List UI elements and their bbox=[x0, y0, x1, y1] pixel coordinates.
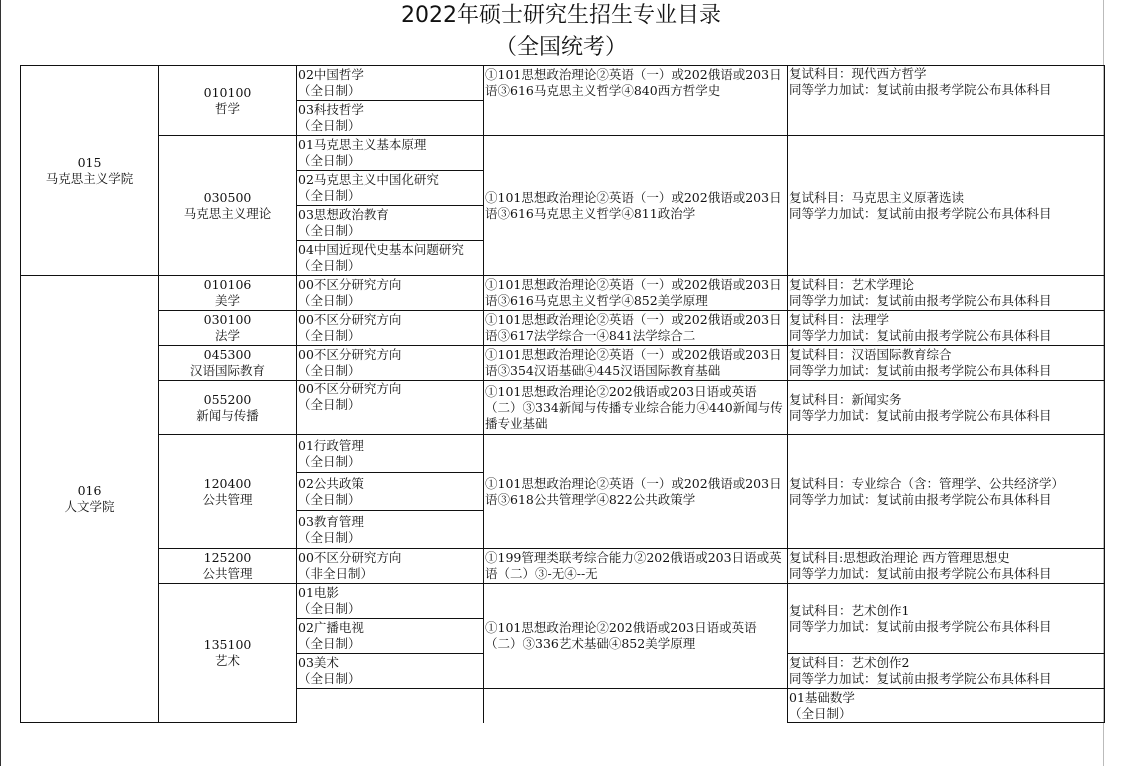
major-cell bbox=[159, 584, 297, 723]
exam-subjects-cell: ①101思想政治理论②英语（一）或202俄语或203日语③618公共管理学④822公共政策学 bbox=[484, 435, 788, 549]
direction-cell bbox=[297, 276, 484, 311]
study-mode: （全日制） bbox=[298, 223, 361, 238]
direction-cell bbox=[297, 346, 484, 381]
direction-name: 02公共政策 bbox=[298, 475, 364, 491]
major-cell bbox=[159, 435, 297, 549]
major-cell bbox=[159, 346, 297, 381]
exam-subjects-cell: ①101思想政治理论②英语（一）或202俄语或203日语③354汉语基础④445汉语国际教育基础 bbox=[484, 346, 788, 381]
retest-subject: 复试科目：现代西方哲学 bbox=[789, 66, 927, 81]
major-code: 135100 bbox=[203, 637, 252, 652]
major-cell bbox=[159, 136, 297, 276]
major-name: 法学 bbox=[214, 328, 240, 343]
direction-name: 02广播电视 bbox=[298, 620, 364, 635]
study-mode: （全日制） bbox=[298, 363, 361, 378]
page-left-border bbox=[0, 0, 1, 766]
major-name: 哲学 bbox=[214, 100, 240, 116]
direction-name: 01行政管理 bbox=[298, 437, 364, 453]
retest-cell bbox=[788, 311, 1105, 346]
study-mode: （全日制） bbox=[298, 397, 361, 412]
direction-name: 00不区分研究方向 bbox=[298, 277, 402, 292]
study-mode: （非全日制） bbox=[298, 566, 374, 581]
major-code: 010100 bbox=[203, 84, 252, 100]
table-row bbox=[21, 346, 1105, 381]
direction-cell bbox=[297, 66, 484, 101]
school-name: 人文学院 bbox=[64, 499, 115, 514]
study-mode: （全日制） bbox=[298, 258, 361, 273]
retest-cell bbox=[788, 66, 1105, 136]
equivalent-test: 同等学力加试：复试前由报考学院公布具体科目 bbox=[789, 491, 1052, 507]
equivalent-test: 同等学力加试：复试前由报考学院公布具体科目 bbox=[789, 328, 1052, 343]
study-mode: （全日制） bbox=[298, 153, 361, 168]
direction-cell bbox=[297, 584, 484, 619]
retest-subject: 复试科目:思想政治理论 西方管理思想史 bbox=[789, 550, 1010, 565]
retest-cell bbox=[788, 346, 1105, 381]
study-mode: （全日制） bbox=[298, 293, 361, 308]
direction-name: 01基础数学 bbox=[789, 689, 855, 705]
equivalent-test: 同等学力加试：复试前由报考学院公布具体科目 bbox=[789, 566, 1052, 581]
direction-name: 02马克思主义中国化研究 bbox=[298, 172, 439, 187]
table-row bbox=[21, 381, 1105, 435]
study-mode: （全日制） bbox=[298, 529, 361, 545]
major-code: 120400 bbox=[203, 475, 252, 491]
page-title: 2022年硕士研究生招生专业目录 bbox=[401, 3, 721, 28]
equivalent-test: 同等学力加试：复试前由报考学院公布具体科目 bbox=[789, 293, 1052, 308]
study-mode: （全日制） bbox=[298, 83, 361, 98]
retest-subject: 复试科目：马克思主义原著选读 bbox=[789, 189, 965, 205]
major-cell bbox=[159, 549, 297, 584]
direction-cell bbox=[788, 689, 1105, 723]
retest-cell bbox=[788, 276, 1105, 311]
retest-cell bbox=[788, 136, 1105, 276]
direction-name: 04中国近现代史基本问题研究 bbox=[298, 242, 464, 257]
school-name: 马克思主义学院 bbox=[45, 170, 134, 186]
direction-name: 00不区分研究方向 bbox=[298, 347, 402, 362]
major-cell bbox=[484, 689, 788, 723]
major-name: 汉语国际教育 bbox=[189, 363, 265, 378]
major-name: 马克思主义理论 bbox=[183, 205, 272, 221]
exam-subjects-cell: ①101思想政治理论②202俄语或203日语或英语（二）③336艺术基础④852美学原理 bbox=[484, 584, 788, 689]
equivalent-test: 同等学力加试：复试前由报考学院公布具体科目 bbox=[789, 205, 1052, 221]
major-name: 公共管理 bbox=[202, 566, 253, 581]
retest-subject: 复试科目：艺术创作1 bbox=[789, 602, 910, 618]
equivalent-test: 同等学力加试：复试前由报考学院公布具体科目 bbox=[789, 82, 1052, 97]
school-code: 015 bbox=[77, 154, 102, 170]
major-name: 美学 bbox=[214, 293, 240, 308]
direction-name: 03教育管理 bbox=[298, 513, 364, 529]
table-row bbox=[21, 549, 1105, 584]
direction-name: 01马克思主义基本原理 bbox=[298, 137, 427, 152]
equivalent-test: 同等学力加试：复试前由报考学院公布具体科目 bbox=[789, 407, 1052, 423]
direction-cell bbox=[297, 511, 484, 549]
retest-subject: 复试科目：汉语国际教育综合 bbox=[789, 347, 952, 362]
exam-subjects-cell: ①199管理类联考综合能力②202俄语或203日语或英语（二）③-无④--无 bbox=[484, 549, 788, 584]
retest-subject: 复试科目：专业综合（含：管理学、公共经济学） bbox=[789, 475, 1065, 491]
major-code: 055200 bbox=[203, 391, 252, 407]
direction-name: 00不区分研究方向 bbox=[298, 550, 402, 565]
study-mode: （全日制） bbox=[298, 328, 361, 343]
retest-subject: 复试科目：艺术创作2 bbox=[789, 655, 910, 670]
direction-cell bbox=[297, 549, 484, 584]
major-cell bbox=[159, 381, 297, 435]
direction-cell bbox=[297, 473, 484, 511]
exam-subjects-cell: ①101思想政治理论②英语（一）或202俄语或203日语③616马克思主义哲学④811政治学 bbox=[484, 136, 788, 276]
major-cell bbox=[159, 311, 297, 346]
direction-cell bbox=[297, 619, 484, 654]
direction-cell bbox=[297, 381, 484, 435]
page-subtitle: （全国统考） bbox=[494, 35, 627, 60]
direction-cell bbox=[297, 654, 484, 689]
major-name: 艺术 bbox=[214, 653, 240, 668]
direction-name: 00不区分研究方向 bbox=[298, 381, 402, 396]
study-mode: （全日制） bbox=[789, 705, 852, 721]
equivalent-test: 同等学力加试：复试前由报考学院公布具体科目 bbox=[789, 618, 1052, 634]
major-name: 新闻与传播 bbox=[196, 407, 259, 423]
study-mode: （全日制） bbox=[298, 453, 361, 469]
direction-name: 03思想政治教育 bbox=[298, 207, 389, 222]
study-mode: （全日制） bbox=[298, 188, 361, 203]
study-mode: （全日制） bbox=[298, 671, 361, 686]
retest-cell bbox=[788, 435, 1105, 549]
direction-cell bbox=[297, 311, 484, 346]
major-cell bbox=[159, 66, 297, 136]
major-code: 125200 bbox=[203, 550, 252, 565]
school-cell bbox=[21, 66, 159, 276]
direction-name: 03科技哲学 bbox=[298, 102, 364, 117]
retest-cell bbox=[788, 381, 1105, 435]
direction-name: 01电影 bbox=[298, 585, 339, 600]
school-code: 016 bbox=[77, 483, 102, 498]
table-row bbox=[21, 276, 1105, 311]
major-cell bbox=[159, 276, 297, 311]
direction-cell bbox=[297, 171, 484, 206]
direction-name: 02中国哲学 bbox=[298, 67, 364, 82]
exam-subjects-cell: ①101思想政治理论②英语（一）或202俄语或203日语③616马克思主义哲学④840西方哲学史 bbox=[484, 66, 788, 136]
direction-cell bbox=[297, 241, 484, 276]
table-row bbox=[21, 66, 1105, 101]
major-code: 045300 bbox=[203, 347, 252, 362]
direction-name: 00不区分研究方向 bbox=[298, 312, 402, 327]
exam-subjects-cell: ①101思想政治理论②英语（一）或202俄语或203日语③616马克思主义哲学④852美学原理 bbox=[484, 276, 788, 311]
major-code: 010106 bbox=[203, 277, 252, 292]
retest-subject: 复试科目：新闻实务 bbox=[789, 391, 902, 407]
catalog-table bbox=[20, 65, 1105, 723]
retest-subject: 复试科目：法理学 bbox=[789, 312, 890, 327]
study-mode: （全日制） bbox=[298, 118, 361, 133]
table-row bbox=[21, 136, 1105, 171]
exam-subjects-cell: ①101思想政治理论②202俄语或203日语或英语（二）③334新闻与传播专业综合能力④440新闻与传播专业基础 bbox=[484, 381, 788, 435]
retest-cell bbox=[788, 584, 1105, 654]
study-mode: （全日制） bbox=[298, 636, 361, 651]
direction-cell bbox=[297, 435, 484, 473]
major-code: 030500 bbox=[203, 189, 252, 205]
direction-cell bbox=[297, 136, 484, 171]
equivalent-test: 同等学力加试：复试前由报考学院公布具体科目 bbox=[789, 671, 1052, 686]
study-mode: （全日制） bbox=[298, 601, 361, 616]
table-row bbox=[21, 584, 1105, 619]
equivalent-test: 同等学力加试：复试前由报考学院公布具体科目 bbox=[789, 363, 1052, 378]
direction-cell bbox=[297, 206, 484, 241]
direction-name: 03美术 bbox=[298, 655, 339, 670]
table-row bbox=[21, 435, 1105, 473]
retest-cell bbox=[788, 549, 1105, 584]
retest-subject: 复试科目：艺术学理论 bbox=[789, 277, 915, 292]
table-row bbox=[21, 311, 1105, 346]
exam-subjects-cell: ①101思想政治理论②英语（一）或202俄语或203日语③617法学综合一④841法学综合二 bbox=[484, 311, 788, 346]
school-cell bbox=[297, 689, 484, 723]
major-code: 030100 bbox=[203, 312, 252, 327]
school-cell bbox=[21, 276, 159, 723]
direction-cell bbox=[297, 101, 484, 136]
major-name: 公共管理 bbox=[202, 491, 253, 507]
study-mode: （全日制） bbox=[298, 491, 361, 507]
retest-cell bbox=[788, 654, 1105, 689]
